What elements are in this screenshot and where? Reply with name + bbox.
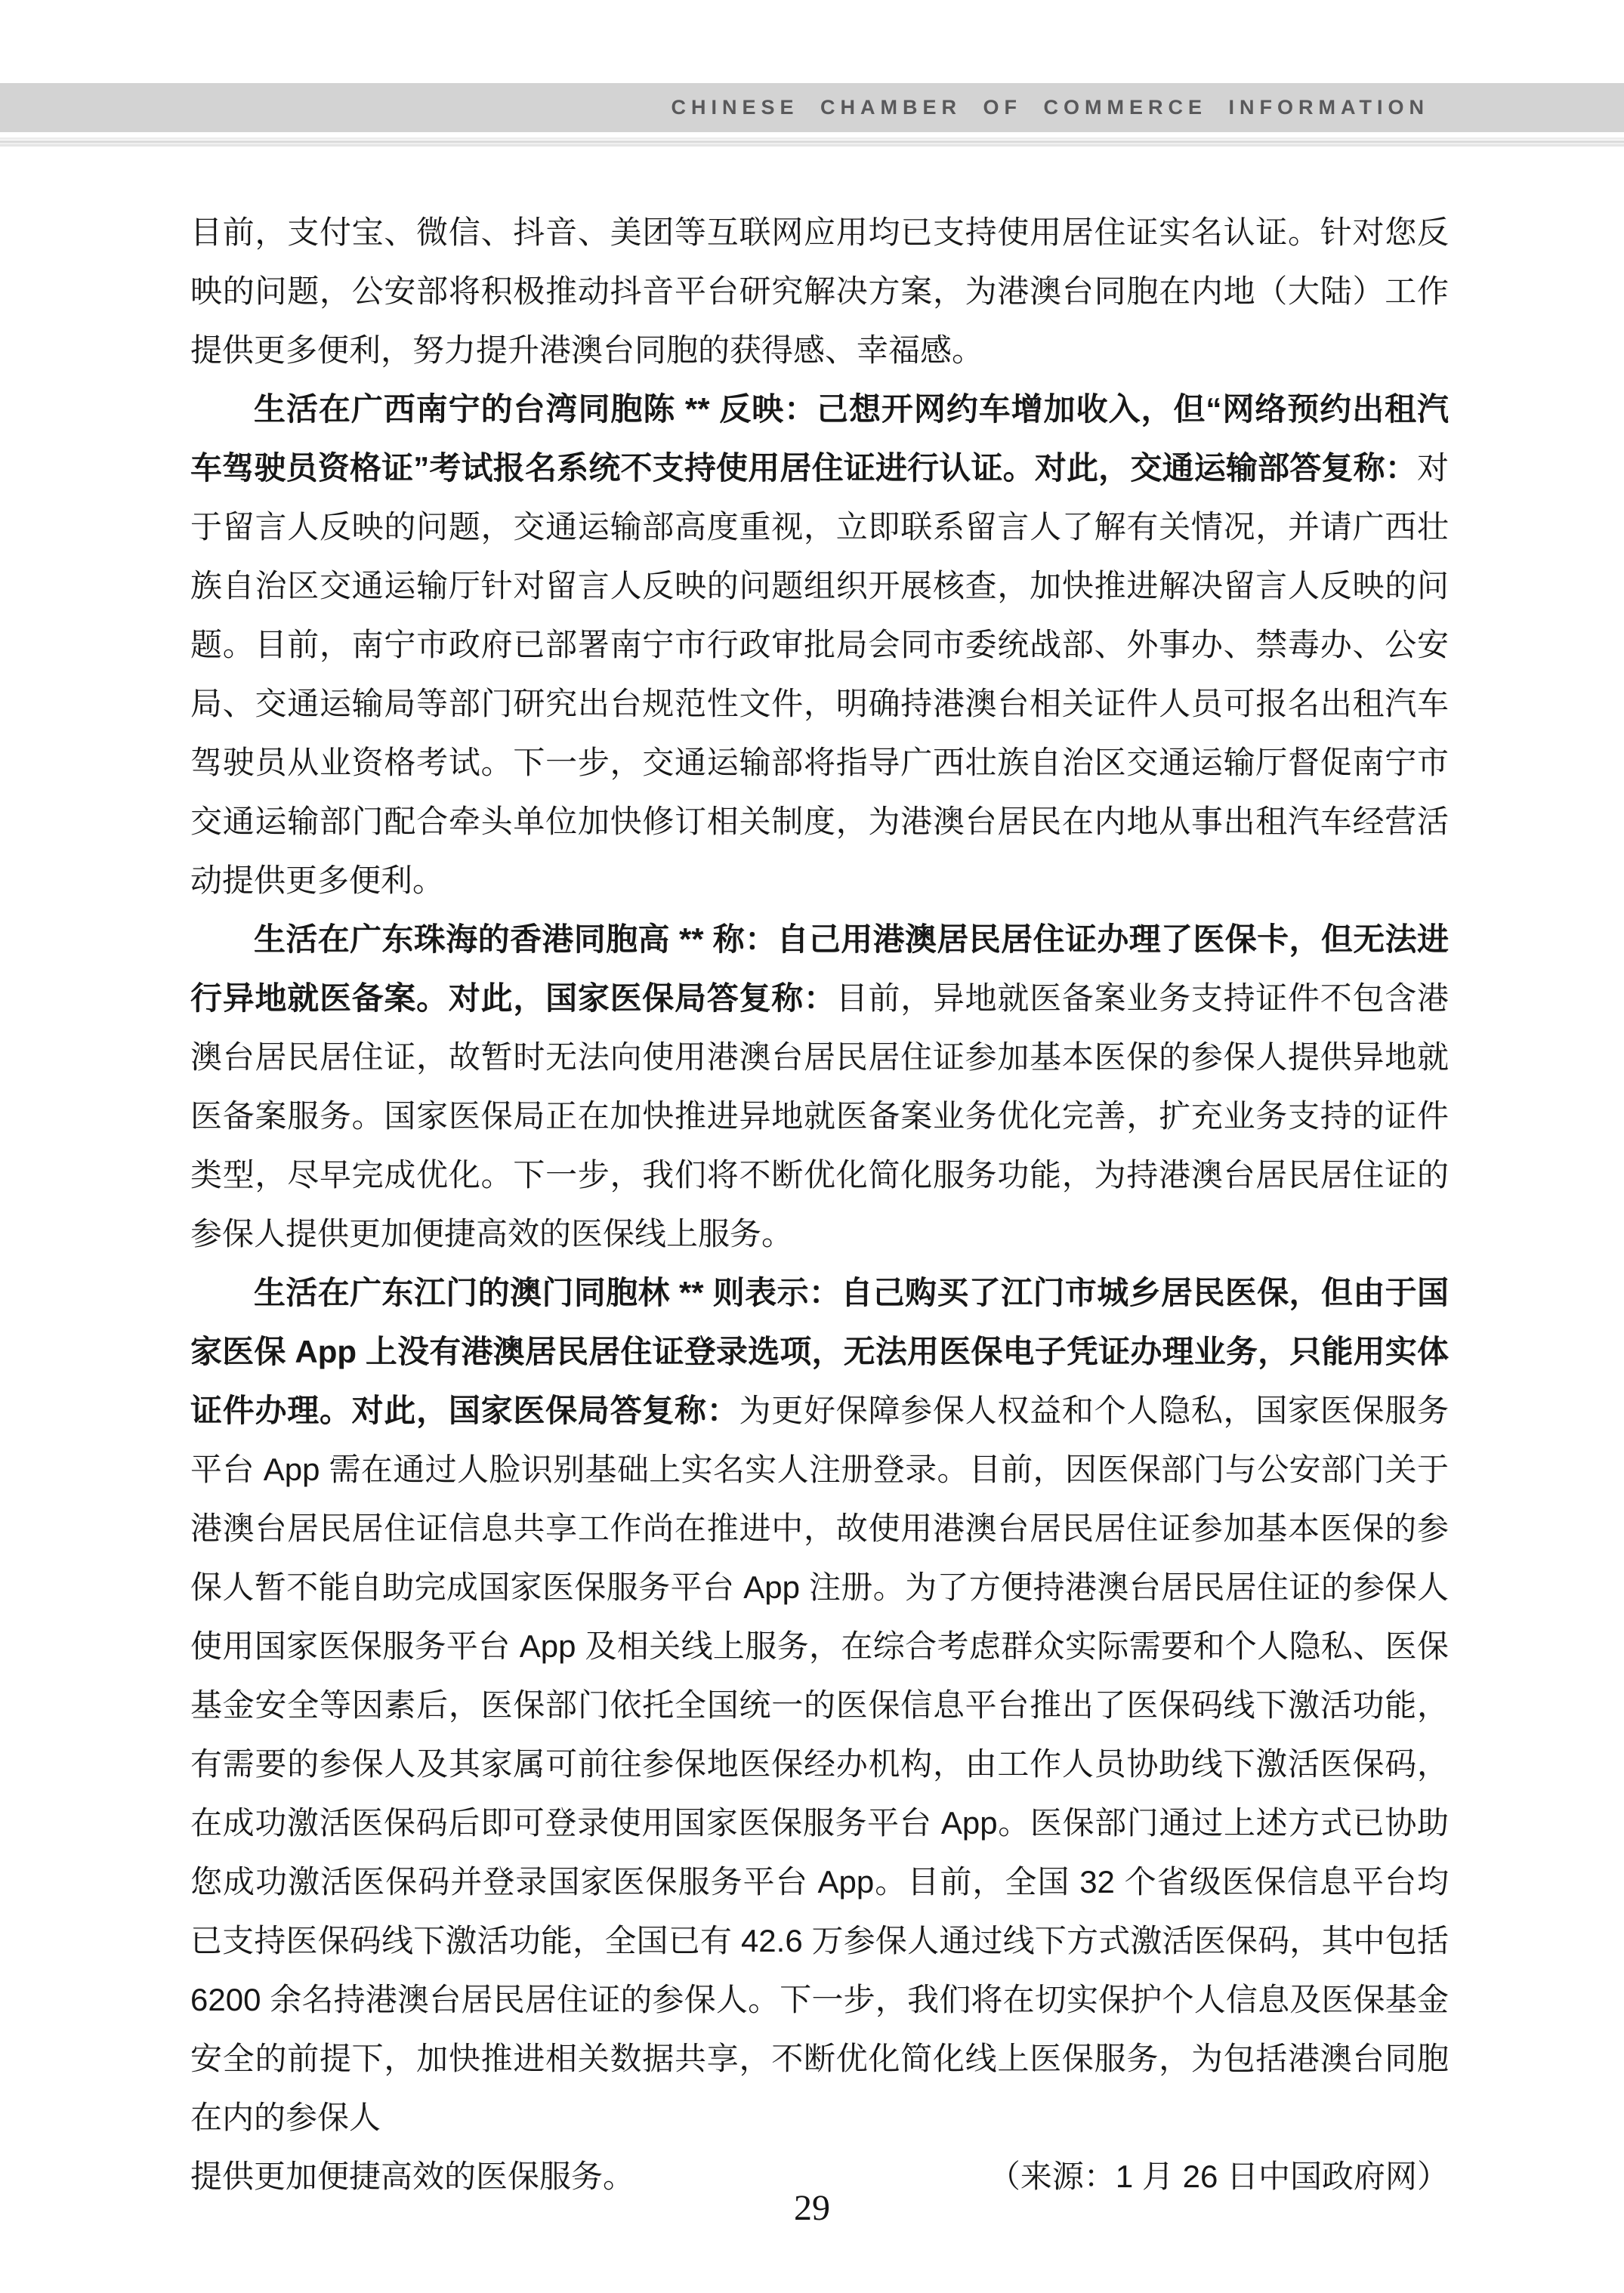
paragraph-3-lead-bold: 生活在广东珠海的香港同胞高 ** 称：自己用港澳居民居住证办理了医保卡，但无法进行异地就医备案。对此，国家医保局答复称： (190, 921, 1449, 1016)
paragraph-2-lead-bold: 生活在广西南宁的台湾同胞陈 ** 反映：己想开网约车增加收入，但“网络预约出租汽车驾驶员资格证”考试报名系统不支持使用居住证进行认证。对此，交通运输部答复称： (190, 391, 1449, 486)
paragraph-3-text: 目前，异地就医备案业务支持证件不包含港澳台居民居住证，故暂时无法向使用港澳台居民居住证参加基本医保的参保人提供异地就医备案服务。国家医保局正在加快推进异地就医备案业务优化完善，扩充业务支持的证件类型，尽早完成优化。下一步，我们将不断优化简化服务功能，为持港澳台居民居住证的参保人提供更加便捷高效的医保线上服务。 (190, 980, 1449, 1251)
paragraph-2 (190, 380, 1449, 910)
article-body (190, 203, 1449, 2206)
header-divider-stripes (0, 137, 1624, 147)
article-closing-text: 提供更加便捷高效的医保服务。 (190, 2159, 635, 2194)
source-attribution: （来源：1 月 26 日中国政府网） (988, 2159, 1449, 2194)
header-banner-text: CHINESE CHAMBER OF COMMERCE INFORMATION (671, 96, 1429, 119)
header-band (0, 83, 1624, 132)
paragraph-1-text: 目前，支付宝、微信、抖音、美团等互联网应用均已支持使用居住证实名认证。针对您反映的问题，公安部将积极推动抖音平台研究解决方案，为港澳台同胞在内地（大陆）工作提供更多便利，努力提升港澳台同胞的获得感、幸福感。 (190, 214, 1449, 368)
paragraph-4-text: 为更好保障参保人权益和个人隐私，国家医保服务平台 App 需在通过人脸识别基础上实名实人注册登录。目前，因医保部门与公安部门关于港澳台居民居住证信息共享工作尚在推进中，故使用港澳台居民居住证参加基本医保的参保人暂不能自助完成国家医保服务平台 App 注册。为了方便持港澳台居民居住证的参保人使用国家医保服务平台 App 及相关线上服务，在综合考虑群众实际需要和个人隐私、医保基金安全等因素后，医保部门依托全国统一的医保信息平台推出了医保码线下激活功能，有需要的参保人及其家属可前往参保地医保经办机构，由工作人员协助线下激活医保码，在成功激活医保码后即可登录使用国家医保服务平台 App。医保部门通过上述方式已协助您成功激活医保码并登录国家医保服务平台 App。目前，全国 32 个省级医保信息平台均已支持医保码线下激活功能，全国已有 42.6 万参保人通过线下方式激活医保码，其中包括 6200 余名持港澳台居民居住证的参保人。下一步，我们将在切实保护个人信息及医保基金安全的前提下，加快推进相关数据共享，不断优化简化线上医保服务，为包括港澳台同胞在内的参保人 (190, 1393, 1449, 2135)
paragraph-3 (190, 910, 1449, 1264)
paragraph-2-text: 对于留言人反映的问题，交通运输部高度重视，立即联系留言人了解有关情况，并请广西壮族自治区交通运输厅针对留言人反映的问题组织开展核查，加快推进解决留言人反映的问题。目前，南宁市政府已部署南宁市行政审批局会同市委统战部、外事办、禁毒办、公安局、交通运输局等部门研究出台规范性文件，明确持港澳台相关证件人员可报名出租汽车驾驶员从业资格考试。下一步，交通运输部将指导广西壮族自治区交通运输厅督促南宁市交通运输部门配合牵头单位加快修订相关制度，为港澳台居民在内地从事出租汽车经营活动提供更多便利。 (190, 450, 1449, 898)
paragraph-4 (190, 1264, 1449, 2147)
page-number: 29 (794, 2188, 830, 2228)
paragraph-4-lead-bold: 生活在广东江门的澳门同胞林 ** 则表示：自己购买了江门市城乡居民医保，但由于国家医保 App 上没有港澳居民居住证登录选项，无法用医保电子凭证办理业务，只能用实体证件办理。对此，国家医保局答复称： (190, 1275, 1449, 1428)
paragraph-1 (190, 203, 1449, 380)
